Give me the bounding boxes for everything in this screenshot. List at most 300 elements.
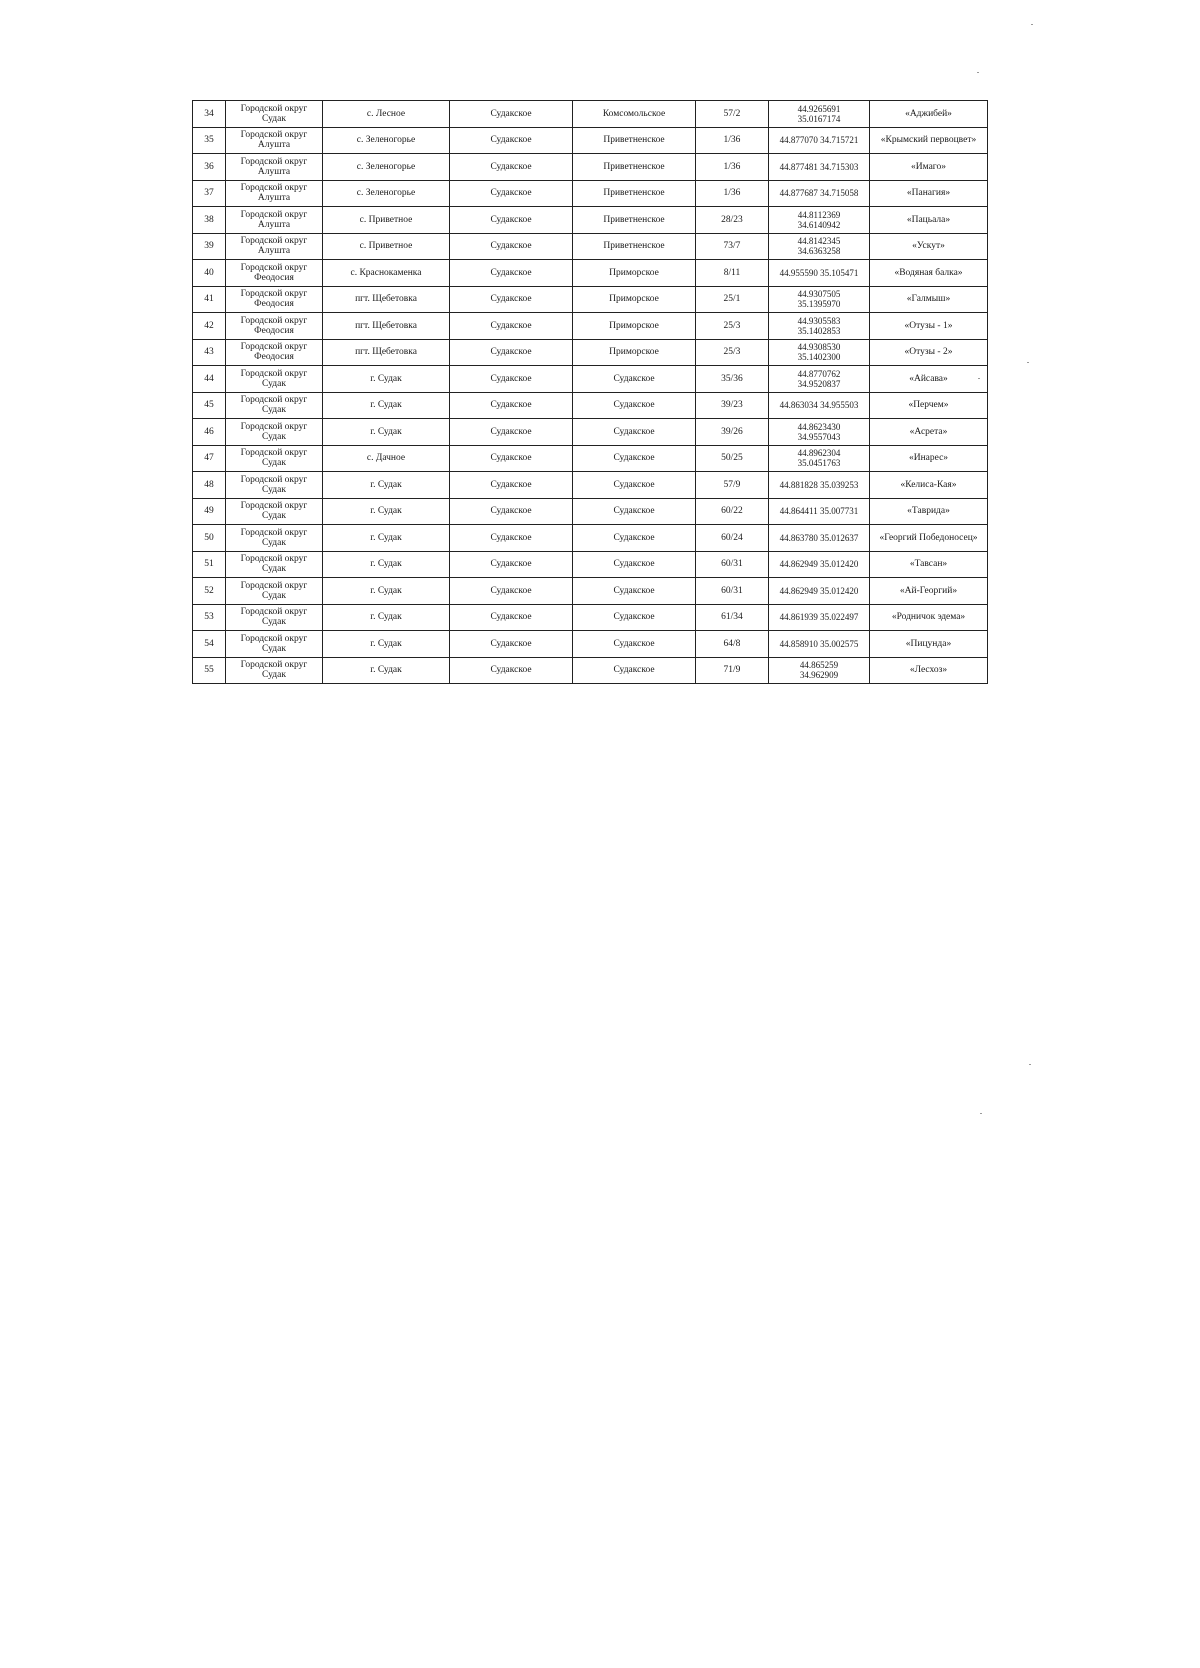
cell-settlement-text: г. Судак	[370, 612, 402, 623]
cell-coordinates-text: 44.8623430	[797, 421, 841, 432]
cell-row-number-text: 38	[204, 214, 214, 225]
cell-urban-district	[226, 392, 323, 419]
table-row	[193, 472, 988, 499]
cell-urban-district	[226, 419, 323, 446]
table-row	[193, 366, 988, 393]
cell-object-name-text: «Пацьала»	[906, 214, 951, 225]
cell-forestry	[450, 525, 573, 552]
cell-object-name	[870, 392, 988, 419]
cell-quarter-plot-text: 71/9	[723, 665, 741, 676]
cell-forest-district	[573, 419, 696, 446]
cell-object-name	[870, 366, 988, 393]
cell-coordinates	[769, 392, 870, 419]
cell-forest-district	[573, 207, 696, 234]
cell-coordinates-text: 35.1402300	[797, 352, 841, 363]
cell-row-number-text: 51	[204, 559, 214, 570]
cell-object-name	[870, 260, 988, 287]
cell-forestry-text: Судакское	[490, 320, 532, 331]
cell-urban-district-text: Судак	[262, 617, 286, 628]
cell-forest-district-text: Приветненское	[603, 135, 665, 146]
cell-settlement	[323, 472, 450, 499]
cell-forestry	[450, 445, 573, 472]
cell-object-name	[870, 313, 988, 340]
cell-forest-district-text: Судакское	[613, 400, 655, 411]
cell-object-name-text: «Таврида»	[907, 506, 950, 517]
cell-row-number	[193, 366, 226, 393]
cell-quarter-plot	[696, 101, 769, 128]
cell-object-name	[870, 154, 988, 181]
cell-settlement-text: г. Судак	[370, 506, 402, 517]
cell-urban-district	[226, 127, 323, 154]
cell-coordinates	[769, 657, 870, 684]
cell-urban-district-text: Судак	[262, 590, 286, 601]
cell-settlement-text: пгт. Щебетовка	[355, 294, 417, 305]
cell-quarter-plot-text: 60/31	[721, 559, 743, 570]
scan-speck	[1031, 24, 1033, 25]
cell-forest-district-text: Приветненское	[603, 188, 665, 199]
table-row	[193, 207, 988, 234]
table-row	[193, 419, 988, 446]
cell-coordinates-text: 35.1402853	[797, 325, 841, 336]
cell-row-number	[193, 286, 226, 313]
cell-coordinates-text: 44.877070 34.715721	[779, 135, 859, 146]
cell-coordinates-text: 34.6363258	[797, 246, 841, 257]
cell-urban-district-text: Городской округ	[240, 156, 308, 167]
cell-quarter-plot-text: 25/3	[723, 347, 741, 358]
cell-object-name	[870, 233, 988, 260]
cell-object-name-text: «Ускут»	[912, 241, 945, 252]
cell-forestry	[450, 392, 573, 419]
cell-quarter-plot	[696, 180, 769, 207]
cell-coordinates-text: 44.9305583	[797, 315, 841, 326]
cell-coordinates	[769, 127, 870, 154]
cell-row-number	[193, 339, 226, 366]
cell-quarter-plot	[696, 313, 769, 340]
scan-speck	[977, 72, 979, 73]
cell-forestry	[450, 498, 573, 525]
cell-forestry-text: Судакское	[490, 241, 532, 252]
cell-settlement-text: г. Судак	[370, 426, 402, 437]
cell-coordinates-text: 34.9520837	[797, 378, 841, 389]
cell-object-name	[870, 604, 988, 631]
cell-coordinates	[769, 286, 870, 313]
cell-object-name-text: «Имаго»	[911, 161, 946, 172]
cell-urban-district	[226, 472, 323, 499]
cell-urban-district	[226, 578, 323, 605]
cell-urban-district-text: Судак	[262, 564, 286, 575]
cell-forest-district	[573, 260, 696, 287]
cell-row-number	[193, 551, 226, 578]
cell-coordinates-text: 34.9557043	[797, 431, 841, 442]
cell-quarter-plot	[696, 366, 769, 393]
cell-quarter-plot-text: 60/22	[721, 506, 743, 517]
cell-object-name	[870, 551, 988, 578]
cell-quarter-plot	[696, 286, 769, 313]
cell-coordinates	[769, 604, 870, 631]
cell-coordinates-text: 44.8112369	[797, 209, 841, 220]
cell-urban-district-text: Городской округ	[240, 554, 308, 565]
cell-urban-district	[226, 180, 323, 207]
cell-urban-district-text: Городской округ	[240, 660, 308, 671]
cell-forest-district	[573, 392, 696, 419]
cell-forest-district	[573, 525, 696, 552]
cell-forest-district	[573, 286, 696, 313]
cell-row-number-text: 37	[204, 188, 214, 199]
cell-urban-district-text: Городской округ	[240, 103, 308, 114]
cell-forestry-text: Судакское	[490, 373, 532, 384]
cell-forest-district	[573, 631, 696, 658]
cell-forest-district	[573, 313, 696, 340]
cell-urban-district-text: Городской округ	[240, 289, 308, 300]
table-row	[193, 127, 988, 154]
cell-settlement	[323, 445, 450, 472]
cell-forestry-text: Судакское	[490, 108, 532, 119]
cell-forest-district-text: Судакское	[613, 453, 655, 464]
cell-settlement-text: г. Судак	[370, 665, 402, 676]
cell-row-number	[193, 419, 226, 446]
cell-coordinates-text: 44.863034 34.955503	[779, 400, 859, 411]
cell-urban-district-text: Алушта	[257, 140, 291, 151]
cell-object-name-text: «Аджибей»	[905, 108, 952, 119]
cell-object-name-text: «Отузы - 1»	[904, 320, 953, 331]
cell-object-name-text: «Галмыш»	[906, 294, 951, 305]
cell-object-name	[870, 286, 988, 313]
cell-urban-district	[226, 498, 323, 525]
cell-quarter-plot-text: 39/23	[721, 400, 743, 411]
cell-settlement-text: с. Зеленогорье	[356, 161, 416, 172]
cell-urban-district-text: Городской округ	[240, 395, 308, 406]
cell-coordinates	[769, 154, 870, 181]
cell-settlement-text: пгт. Щебетовка	[355, 320, 417, 331]
cell-forest-district-text: Приветненское	[603, 214, 665, 225]
cell-quarter-plot-text: 8/11	[723, 267, 741, 278]
cell-forestry-text: Судакское	[490, 161, 532, 172]
cell-forestry-text: Судакское	[490, 453, 532, 464]
cell-row-number-text: 39	[204, 241, 214, 252]
cell-quarter-plot	[696, 154, 769, 181]
cell-urban-district	[226, 154, 323, 181]
cell-settlement	[323, 419, 450, 446]
cell-row-number	[193, 604, 226, 631]
cell-settlement	[323, 366, 450, 393]
cell-coordinates-text: 34.962909	[799, 670, 839, 681]
table-row	[193, 498, 988, 525]
cell-object-name-text: «Тавсан»	[909, 559, 948, 570]
cell-forest-district-text: Судакское	[613, 479, 655, 490]
cell-settlement	[323, 631, 450, 658]
cell-coordinates-text: 44.8962304	[797, 448, 841, 459]
cell-forest-district	[573, 101, 696, 128]
cell-coordinates	[769, 445, 870, 472]
cell-forestry-text: Судакское	[490, 665, 532, 676]
cell-quarter-plot	[696, 551, 769, 578]
cell-urban-district	[226, 286, 323, 313]
cell-coordinates-text: 44.9308530	[797, 342, 841, 353]
cell-forest-district-text: Судакское	[613, 373, 655, 384]
cell-object-name-text: «Водяная балка»	[894, 267, 963, 278]
cell-coordinates	[769, 551, 870, 578]
cell-forestry-text: Судакское	[490, 267, 532, 278]
cell-quarter-plot	[696, 657, 769, 684]
cell-urban-district-text: Судак	[262, 378, 286, 389]
cell-object-name	[870, 101, 988, 128]
cell-urban-district-text: Судак	[262, 405, 286, 416]
cell-row-number-text: 40	[204, 267, 214, 278]
cell-urban-district	[226, 657, 323, 684]
cell-forestry-text: Судакское	[490, 400, 532, 411]
cell-urban-district-text: Судак	[262, 458, 286, 469]
cell-object-name	[870, 472, 988, 499]
cell-row-number-text: 46	[204, 426, 214, 437]
table-row	[193, 286, 988, 313]
cell-settlement-text: г. Судак	[370, 559, 402, 570]
cell-urban-district	[226, 313, 323, 340]
table-row	[193, 445, 988, 472]
cell-row-number	[193, 233, 226, 260]
cell-row-number	[193, 472, 226, 499]
cell-row-number-text: 43	[204, 347, 214, 358]
cell-urban-district-text: Судак	[262, 431, 286, 442]
table-body	[193, 101, 988, 684]
cell-forest-district	[573, 604, 696, 631]
cell-settlement	[323, 127, 450, 154]
cell-urban-district-text: Городской округ	[240, 527, 308, 538]
cell-forestry-text: Судакское	[490, 214, 532, 225]
cell-urban-district-text: Алушта	[257, 166, 291, 177]
cell-forest-district	[573, 498, 696, 525]
cell-coordinates-text: 44.955590 35.105471	[779, 267, 859, 278]
cell-coordinates-text: 44.862949 35.012420	[779, 585, 859, 596]
cell-coordinates	[769, 498, 870, 525]
cell-urban-district	[226, 366, 323, 393]
cell-forestry	[450, 101, 573, 128]
cell-object-name	[870, 180, 988, 207]
cell-forestry	[450, 631, 573, 658]
cell-forest-district	[573, 657, 696, 684]
cell-forest-district-text: Судакское	[613, 532, 655, 543]
cell-urban-district	[226, 233, 323, 260]
cell-coordinates-text: 35.0167174	[797, 113, 841, 124]
cell-coordinates	[769, 366, 870, 393]
cell-row-number	[193, 525, 226, 552]
table-row	[193, 180, 988, 207]
cell-row-number-text: 50	[204, 532, 214, 543]
cell-urban-district-text: Феодосия	[254, 352, 294, 363]
scan-speck	[978, 378, 980, 379]
cell-coordinates	[769, 260, 870, 287]
cell-urban-district	[226, 339, 323, 366]
cell-urban-district-text: Судак	[262, 484, 286, 495]
table-row	[193, 604, 988, 631]
cell-settlement	[323, 339, 450, 366]
cell-quarter-plot	[696, 207, 769, 234]
cell-forest-district-text: Приморское	[609, 347, 659, 358]
cell-quarter-plot-text: 39/26	[721, 426, 743, 437]
cell-object-name-text: «Келиса-Кая»	[900, 479, 957, 490]
cell-object-name	[870, 525, 988, 552]
cell-coordinates	[769, 525, 870, 552]
cell-settlement-text: с. Приветное	[359, 214, 413, 225]
natural-objects-table	[192, 100, 988, 684]
cell-urban-district-text: Феодосия	[254, 325, 294, 336]
cell-object-name-text: «Асрета»	[909, 426, 948, 437]
table-row	[193, 578, 988, 605]
cell-forest-district-text: Судакское	[613, 506, 655, 517]
cell-forestry-text: Судакское	[490, 294, 532, 305]
cell-coordinates-text: 44.865259	[799, 660, 839, 671]
cell-forest-district	[573, 339, 696, 366]
cell-urban-district-text: Судак	[262, 511, 286, 522]
cell-quarter-plot-text: 1/36	[723, 135, 741, 146]
cell-settlement-text: с. Дачное	[366, 453, 406, 464]
cell-urban-district-text: Городской округ	[240, 130, 308, 141]
cell-forestry	[450, 472, 573, 499]
cell-settlement	[323, 392, 450, 419]
cell-coordinates	[769, 419, 870, 446]
cell-row-number	[193, 578, 226, 605]
cell-row-number	[193, 127, 226, 154]
cell-settlement	[323, 498, 450, 525]
cell-forest-district-text: Приморское	[609, 294, 659, 305]
cell-urban-district	[226, 207, 323, 234]
cell-forest-district-text: Судакское	[613, 665, 655, 676]
cell-quarter-plot-text: 60/24	[721, 532, 743, 543]
cell-quarter-plot-text: 1/36	[723, 161, 741, 172]
cell-coordinates	[769, 233, 870, 260]
cell-forestry	[450, 207, 573, 234]
cell-row-number-text: 55	[204, 665, 214, 676]
cell-object-name	[870, 631, 988, 658]
cell-quarter-plot	[696, 498, 769, 525]
cell-settlement-text: г. Судак	[370, 532, 402, 543]
cell-urban-district-text: Судак	[262, 643, 286, 654]
cell-coordinates-text: 44.877687 34.715058	[779, 188, 859, 199]
cell-settlement-text: г. Судак	[370, 585, 402, 596]
cell-object-name	[870, 445, 988, 472]
cell-settlement	[323, 551, 450, 578]
table-row	[193, 101, 988, 128]
cell-object-name	[870, 578, 988, 605]
cell-row-number-text: 42	[204, 320, 214, 331]
cell-forestry	[450, 154, 573, 181]
table-row	[193, 631, 988, 658]
cell-forestry	[450, 419, 573, 446]
cell-settlement	[323, 154, 450, 181]
cell-urban-district-text: Судак	[262, 670, 286, 681]
cell-forest-district	[573, 551, 696, 578]
cell-urban-district-text: Городской округ	[240, 474, 308, 485]
cell-coordinates	[769, 180, 870, 207]
cell-forestry	[450, 578, 573, 605]
cell-quarter-plot-text: 73/7	[723, 241, 741, 252]
cell-forest-district-text: Приморское	[609, 320, 659, 331]
cell-settlement	[323, 180, 450, 207]
cell-quarter-plot-text: 25/3	[723, 320, 741, 331]
cell-forestry-text: Судакское	[490, 585, 532, 596]
cell-object-name-text: «Родничок эдема»	[891, 612, 966, 623]
cell-row-number-text: 48	[204, 479, 214, 490]
cell-quarter-plot	[696, 339, 769, 366]
cell-forest-district-text: Судакское	[613, 638, 655, 649]
cell-row-number-text: 47	[204, 453, 214, 464]
cell-object-name	[870, 498, 988, 525]
cell-forest-district-text: Судакское	[613, 426, 655, 437]
cell-urban-district-text: Городской округ	[240, 236, 308, 247]
cell-urban-district-text: Городской округ	[240, 183, 308, 194]
cell-forestry-text: Судакское	[490, 612, 532, 623]
cell-forest-district-text: Судакское	[613, 585, 655, 596]
cell-forest-district	[573, 180, 696, 207]
cell-forestry	[450, 286, 573, 313]
cell-settlement-text: с. Зеленогорье	[356, 135, 416, 146]
cell-coordinates-text: 35.0451763	[797, 458, 841, 469]
cell-coordinates	[769, 207, 870, 234]
cell-quarter-plot	[696, 578, 769, 605]
cell-settlement-text: г. Судак	[370, 400, 402, 411]
table-row	[193, 233, 988, 260]
cell-forestry	[450, 366, 573, 393]
cell-settlement	[323, 578, 450, 605]
cell-coordinates	[769, 101, 870, 128]
cell-settlement-text: с. Краснокаменка	[350, 267, 422, 278]
cell-settlement-text: пгт. Щебетовка	[355, 347, 417, 358]
table-row	[193, 260, 988, 287]
cell-row-number	[193, 657, 226, 684]
cell-urban-district-text: Городской округ	[240, 342, 308, 353]
table-row	[193, 657, 988, 684]
cell-urban-district-text: Судак	[262, 537, 286, 548]
cell-coordinates-text: 44.881828 35.039253	[779, 479, 859, 490]
cell-coordinates-text: 44.8142345	[797, 236, 841, 247]
cell-forestry-text: Судакское	[490, 347, 532, 358]
cell-urban-district-text: Городской округ	[240, 421, 308, 432]
cell-quarter-plot-text: 1/36	[723, 188, 741, 199]
cell-coordinates-text: 44.9265691	[797, 103, 841, 114]
cell-row-number	[193, 313, 226, 340]
cell-row-number	[193, 631, 226, 658]
cell-quarter-plot	[696, 525, 769, 552]
cell-forest-district	[573, 445, 696, 472]
cell-coordinates-text: 44.864411 35.007731	[779, 506, 859, 517]
cell-quarter-plot-text: 25/1	[723, 294, 741, 305]
cell-coordinates-text: 44.863780 35.012637	[779, 532, 859, 543]
cell-quarter-plot	[696, 419, 769, 446]
cell-coordinates	[769, 472, 870, 499]
cell-row-number	[193, 154, 226, 181]
cell-forestry-text: Судакское	[490, 559, 532, 570]
cell-object-name	[870, 419, 988, 446]
cell-coordinates-text: 44.9307505	[797, 289, 841, 300]
cell-forest-district	[573, 472, 696, 499]
cell-coordinates-text: 44.862949 35.012420	[779, 559, 859, 570]
cell-forestry-text: Судакское	[490, 506, 532, 517]
cell-quarter-plot	[696, 445, 769, 472]
cell-settlement-text: с. Лесное	[366, 108, 406, 119]
cell-coordinates-text: 44.8770762	[797, 368, 841, 379]
cell-settlement-text: г. Судак	[370, 638, 402, 649]
scan-speck	[1027, 362, 1029, 363]
table-row	[193, 154, 988, 181]
cell-settlement-text: с. Приветное	[359, 241, 413, 252]
cell-settlement	[323, 525, 450, 552]
cell-urban-district-text: Городской округ	[240, 262, 308, 273]
cell-forest-district	[573, 154, 696, 181]
cell-urban-district	[226, 260, 323, 287]
cell-forestry	[450, 339, 573, 366]
cell-urban-district-text: Городской округ	[240, 448, 308, 459]
table-row	[193, 392, 988, 419]
cell-row-number	[193, 207, 226, 234]
